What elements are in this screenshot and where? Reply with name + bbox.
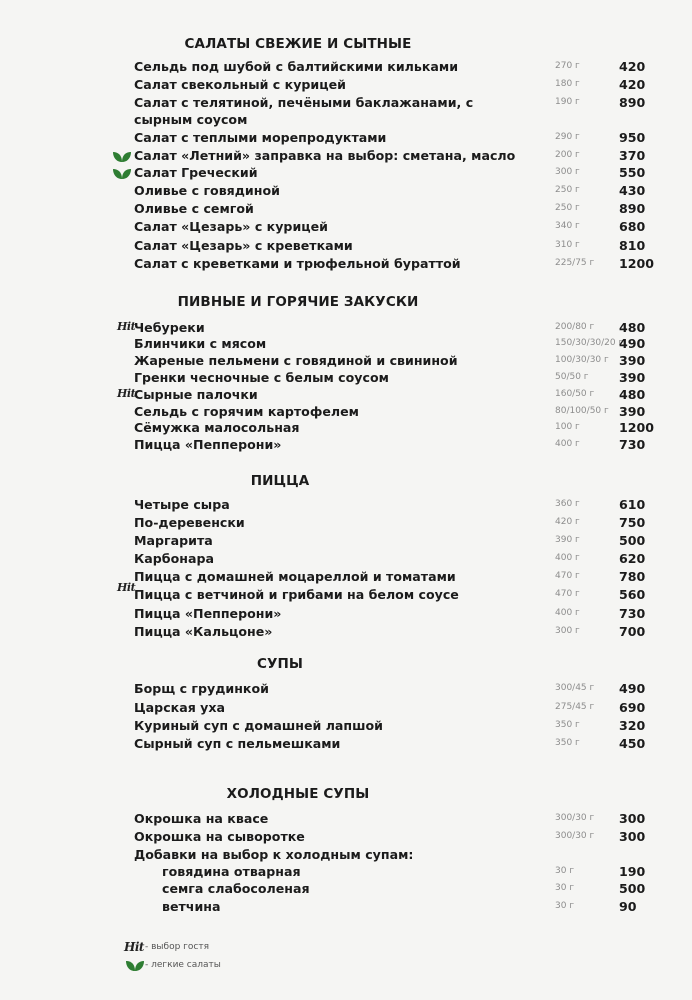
hit-mark: Hit bbox=[117, 387, 136, 400]
menu-item bbox=[0, 881, 692, 899]
item-name: Чебуреки bbox=[134, 320, 205, 335]
menu-item bbox=[0, 811, 692, 829]
section-title-cold-soups: ХОЛОДНЫЕ СУПЫ bbox=[226, 786, 370, 802]
item-name: Маргарита bbox=[134, 533, 213, 548]
menu-item bbox=[0, 336, 692, 354]
menu-item bbox=[0, 864, 692, 882]
item-price: 780 bbox=[619, 569, 646, 584]
item-name: Салат с креветками и трюфельной бураттой bbox=[134, 256, 461, 271]
item-name: Пицца с ветчиной и грибами на белом соусе bbox=[134, 587, 459, 602]
menu-item bbox=[0, 201, 692, 219]
item-weight: 275/45 г bbox=[555, 702, 595, 712]
item-price: 390 bbox=[619, 404, 646, 419]
item-weight: 300/30 г bbox=[555, 831, 595, 841]
item-price: 300 bbox=[619, 811, 646, 826]
item-weight: 470 г bbox=[555, 571, 580, 581]
item-weight: 400 г bbox=[555, 439, 580, 449]
menu-item bbox=[0, 387, 692, 405]
menu-item bbox=[0, 420, 692, 438]
item-price: 690 bbox=[619, 700, 646, 715]
item-weight: 300 г bbox=[555, 626, 580, 636]
item-price: 420 bbox=[619, 59, 646, 74]
item-price: 890 bbox=[619, 201, 646, 216]
item-weight: 190 г bbox=[555, 97, 580, 107]
item-name-line2: сырным соусом bbox=[134, 112, 248, 127]
item-price: 550 bbox=[619, 165, 646, 180]
item-weight: 290 г bbox=[555, 132, 580, 142]
item-weight: 200/80 г bbox=[555, 322, 595, 332]
item-price: 490 bbox=[619, 681, 646, 696]
item-weight: 30 г bbox=[555, 901, 575, 911]
menu-item bbox=[0, 95, 692, 113]
item-weight: 300/30 г bbox=[555, 813, 595, 823]
item-price: 490 bbox=[619, 336, 646, 351]
item-price: 560 bbox=[619, 587, 646, 602]
menu-item-continuation bbox=[0, 112, 692, 130]
menu-item bbox=[0, 718, 692, 736]
item-name: Салат с телятиной, печёными баклажанами, с bbox=[134, 95, 474, 110]
section-title-pizza: ПИЦЦА bbox=[250, 473, 310, 489]
menu-item bbox=[0, 165, 692, 183]
item-weight: 400 г bbox=[555, 553, 580, 563]
hit-mark: Hit bbox=[117, 581, 136, 594]
item-weight: 310 г bbox=[555, 240, 580, 250]
item-name: Куриный суп с домашней лапшой bbox=[134, 718, 383, 733]
menu-item bbox=[0, 183, 692, 201]
menu-item bbox=[0, 700, 692, 718]
menu-item bbox=[0, 77, 692, 95]
item-name: Окрошка на квасе bbox=[134, 811, 269, 826]
menu-item bbox=[0, 515, 692, 533]
item-weight: 390 г bbox=[555, 535, 580, 545]
item-name: Салат с теплыми морепродуктами bbox=[134, 130, 387, 145]
item-weight: 225/75 г bbox=[555, 258, 595, 268]
item-name: семга слабосоленая bbox=[162, 881, 310, 896]
item-price: 420 bbox=[619, 77, 646, 92]
hit-mark: Hit bbox=[117, 320, 136, 333]
item-name: Пицца «Пепперони» bbox=[134, 606, 282, 621]
item-weight: 100 г bbox=[555, 422, 580, 432]
leaf-icon bbox=[125, 958, 145, 972]
item-price: 480 bbox=[619, 387, 646, 402]
menu-item bbox=[0, 581, 692, 605]
item-price: 620 bbox=[619, 551, 646, 566]
item-price: 730 bbox=[619, 437, 646, 452]
item-name: Оливье с говядиной bbox=[134, 183, 280, 198]
item-weight: 470 г bbox=[555, 589, 580, 599]
item-weight: 200 г bbox=[555, 150, 580, 160]
section-title-soups: СУПЫ bbox=[256, 656, 303, 672]
item-name: По-деревенски bbox=[134, 515, 245, 530]
item-weight: 360 г bbox=[555, 499, 580, 509]
menu-item bbox=[0, 130, 692, 148]
item-weight: 250 г bbox=[555, 185, 580, 195]
menu-item bbox=[0, 437, 692, 455]
menu-item bbox=[0, 256, 692, 274]
item-weight: 400 г bbox=[555, 608, 580, 618]
menu-item bbox=[0, 847, 692, 865]
leaf-icon bbox=[112, 166, 132, 180]
item-price: 390 bbox=[619, 370, 646, 385]
item-weight: 100/30/30 г bbox=[555, 355, 609, 365]
item-name: Жареные пельмени с говядиной и свининой bbox=[134, 353, 458, 368]
item-price: 90 bbox=[619, 899, 637, 914]
item-weight: 340 г bbox=[555, 221, 580, 231]
item-name: Сельдь под шубой с балтийскими кильками bbox=[134, 59, 459, 74]
item-weight: 350 г bbox=[555, 720, 580, 730]
section-title-salads: САЛАТЫ СВЕЖИЕ И СЫТНЫЕ bbox=[184, 36, 412, 52]
section-title-snacks: ПИВНЫЕ И ГОРЯЧИЕ ЗАКУСКИ bbox=[177, 294, 419, 310]
item-price: 950 bbox=[619, 130, 646, 145]
item-weight: 30 г bbox=[555, 883, 575, 893]
item-name: Пицца «Пепперони» bbox=[134, 437, 282, 452]
item-name: Салат свекольный с курицей bbox=[134, 77, 346, 92]
menu-item bbox=[0, 370, 692, 388]
menu-item bbox=[0, 353, 692, 371]
menu-item bbox=[0, 624, 692, 642]
item-name: Сёмужка малосольная bbox=[134, 420, 300, 435]
item-price: 390 bbox=[619, 353, 646, 368]
item-price: 450 bbox=[619, 736, 646, 751]
item-price: 500 bbox=[619, 533, 646, 548]
item-name: Салат Греческий bbox=[134, 165, 258, 180]
item-weight: 30 г bbox=[555, 866, 575, 876]
legend-leaf-text: - легкие салаты bbox=[145, 960, 221, 970]
item-name: Пицца с домашней моцареллой и томатами bbox=[134, 569, 456, 584]
item-price: 300 bbox=[619, 829, 646, 844]
item-price: 320 bbox=[619, 718, 646, 733]
item-name: Царская уха bbox=[134, 700, 226, 715]
item-name: Сырные палочки bbox=[134, 387, 258, 402]
item-weight: 50/50 г bbox=[555, 372, 589, 382]
item-price: 680 bbox=[619, 219, 646, 234]
menu-item bbox=[0, 238, 692, 256]
item-weight: 150/30/30/20 г bbox=[555, 338, 624, 348]
menu-item bbox=[0, 829, 692, 847]
item-price: 480 bbox=[619, 320, 646, 335]
menu-item bbox=[0, 551, 692, 569]
item-weight: 300 г bbox=[555, 167, 580, 177]
item-weight: 270 г bbox=[555, 61, 580, 71]
item-price: 890 bbox=[619, 95, 646, 110]
menu-item bbox=[0, 899, 692, 917]
item-price: 430 bbox=[619, 183, 646, 198]
menu-item bbox=[0, 736, 692, 754]
item-price: 370 bbox=[619, 148, 646, 163]
menu-item bbox=[0, 148, 692, 166]
menu-item bbox=[0, 606, 692, 624]
menu-item bbox=[0, 569, 692, 587]
item-price: 1200 bbox=[619, 420, 655, 435]
legend-hit-mark: Hit bbox=[124, 940, 144, 954]
menu-item bbox=[0, 219, 692, 237]
item-name: говядина отварная bbox=[162, 864, 301, 879]
item-name: Салат «Цезарь» с курицей bbox=[134, 219, 328, 234]
item-name: Добавки на выбор к холодным супам: bbox=[134, 847, 414, 862]
item-price: 190 bbox=[619, 864, 646, 879]
item-name: Борщ с грудинкой bbox=[134, 681, 269, 696]
item-price: 610 bbox=[619, 497, 646, 512]
item-weight: 180 г bbox=[555, 79, 580, 89]
item-name: Оливье с семгой bbox=[134, 201, 254, 216]
menu-item bbox=[0, 497, 692, 515]
item-name: Блинчики с мясом bbox=[134, 336, 267, 351]
item-name: Салат «Цезарь» с креветками bbox=[134, 238, 353, 253]
item-weight: 420 г bbox=[555, 517, 580, 527]
item-price: 1200 bbox=[619, 256, 655, 271]
leaf-icon bbox=[112, 149, 132, 163]
item-name: Салат «Летний» заправка на выбор: сметана, масло bbox=[134, 148, 516, 163]
item-weight: 160/50 г bbox=[555, 389, 595, 399]
item-name: ветчина bbox=[162, 899, 221, 914]
item-name: Сырный суп с пельмешками bbox=[134, 736, 341, 751]
item-name: Окрошка на сыворотке bbox=[134, 829, 305, 844]
item-name: Карбонара bbox=[134, 551, 214, 566]
item-price: 730 bbox=[619, 606, 646, 621]
item-price: 750 bbox=[619, 515, 646, 530]
item-price: 700 bbox=[619, 624, 646, 639]
item-name: Сельдь с горячим картофелем bbox=[134, 404, 359, 419]
item-name: Пицца «Кальцоне» bbox=[134, 624, 273, 639]
item-weight: 350 г bbox=[555, 738, 580, 748]
menu-item bbox=[0, 533, 692, 551]
menu-item bbox=[0, 59, 692, 77]
legend-hit-text: - выбор гостя bbox=[145, 942, 209, 952]
item-weight: 80/100/50 г bbox=[555, 406, 609, 416]
item-weight: 250 г bbox=[555, 203, 580, 213]
item-price: 810 bbox=[619, 238, 646, 253]
item-price: 500 bbox=[619, 881, 646, 896]
menu-item bbox=[0, 681, 692, 699]
item-name: Четыре сыра bbox=[134, 497, 230, 512]
item-name: Гренки чесночные с белым соусом bbox=[134, 370, 389, 385]
item-weight: 300/45 г bbox=[555, 683, 595, 693]
